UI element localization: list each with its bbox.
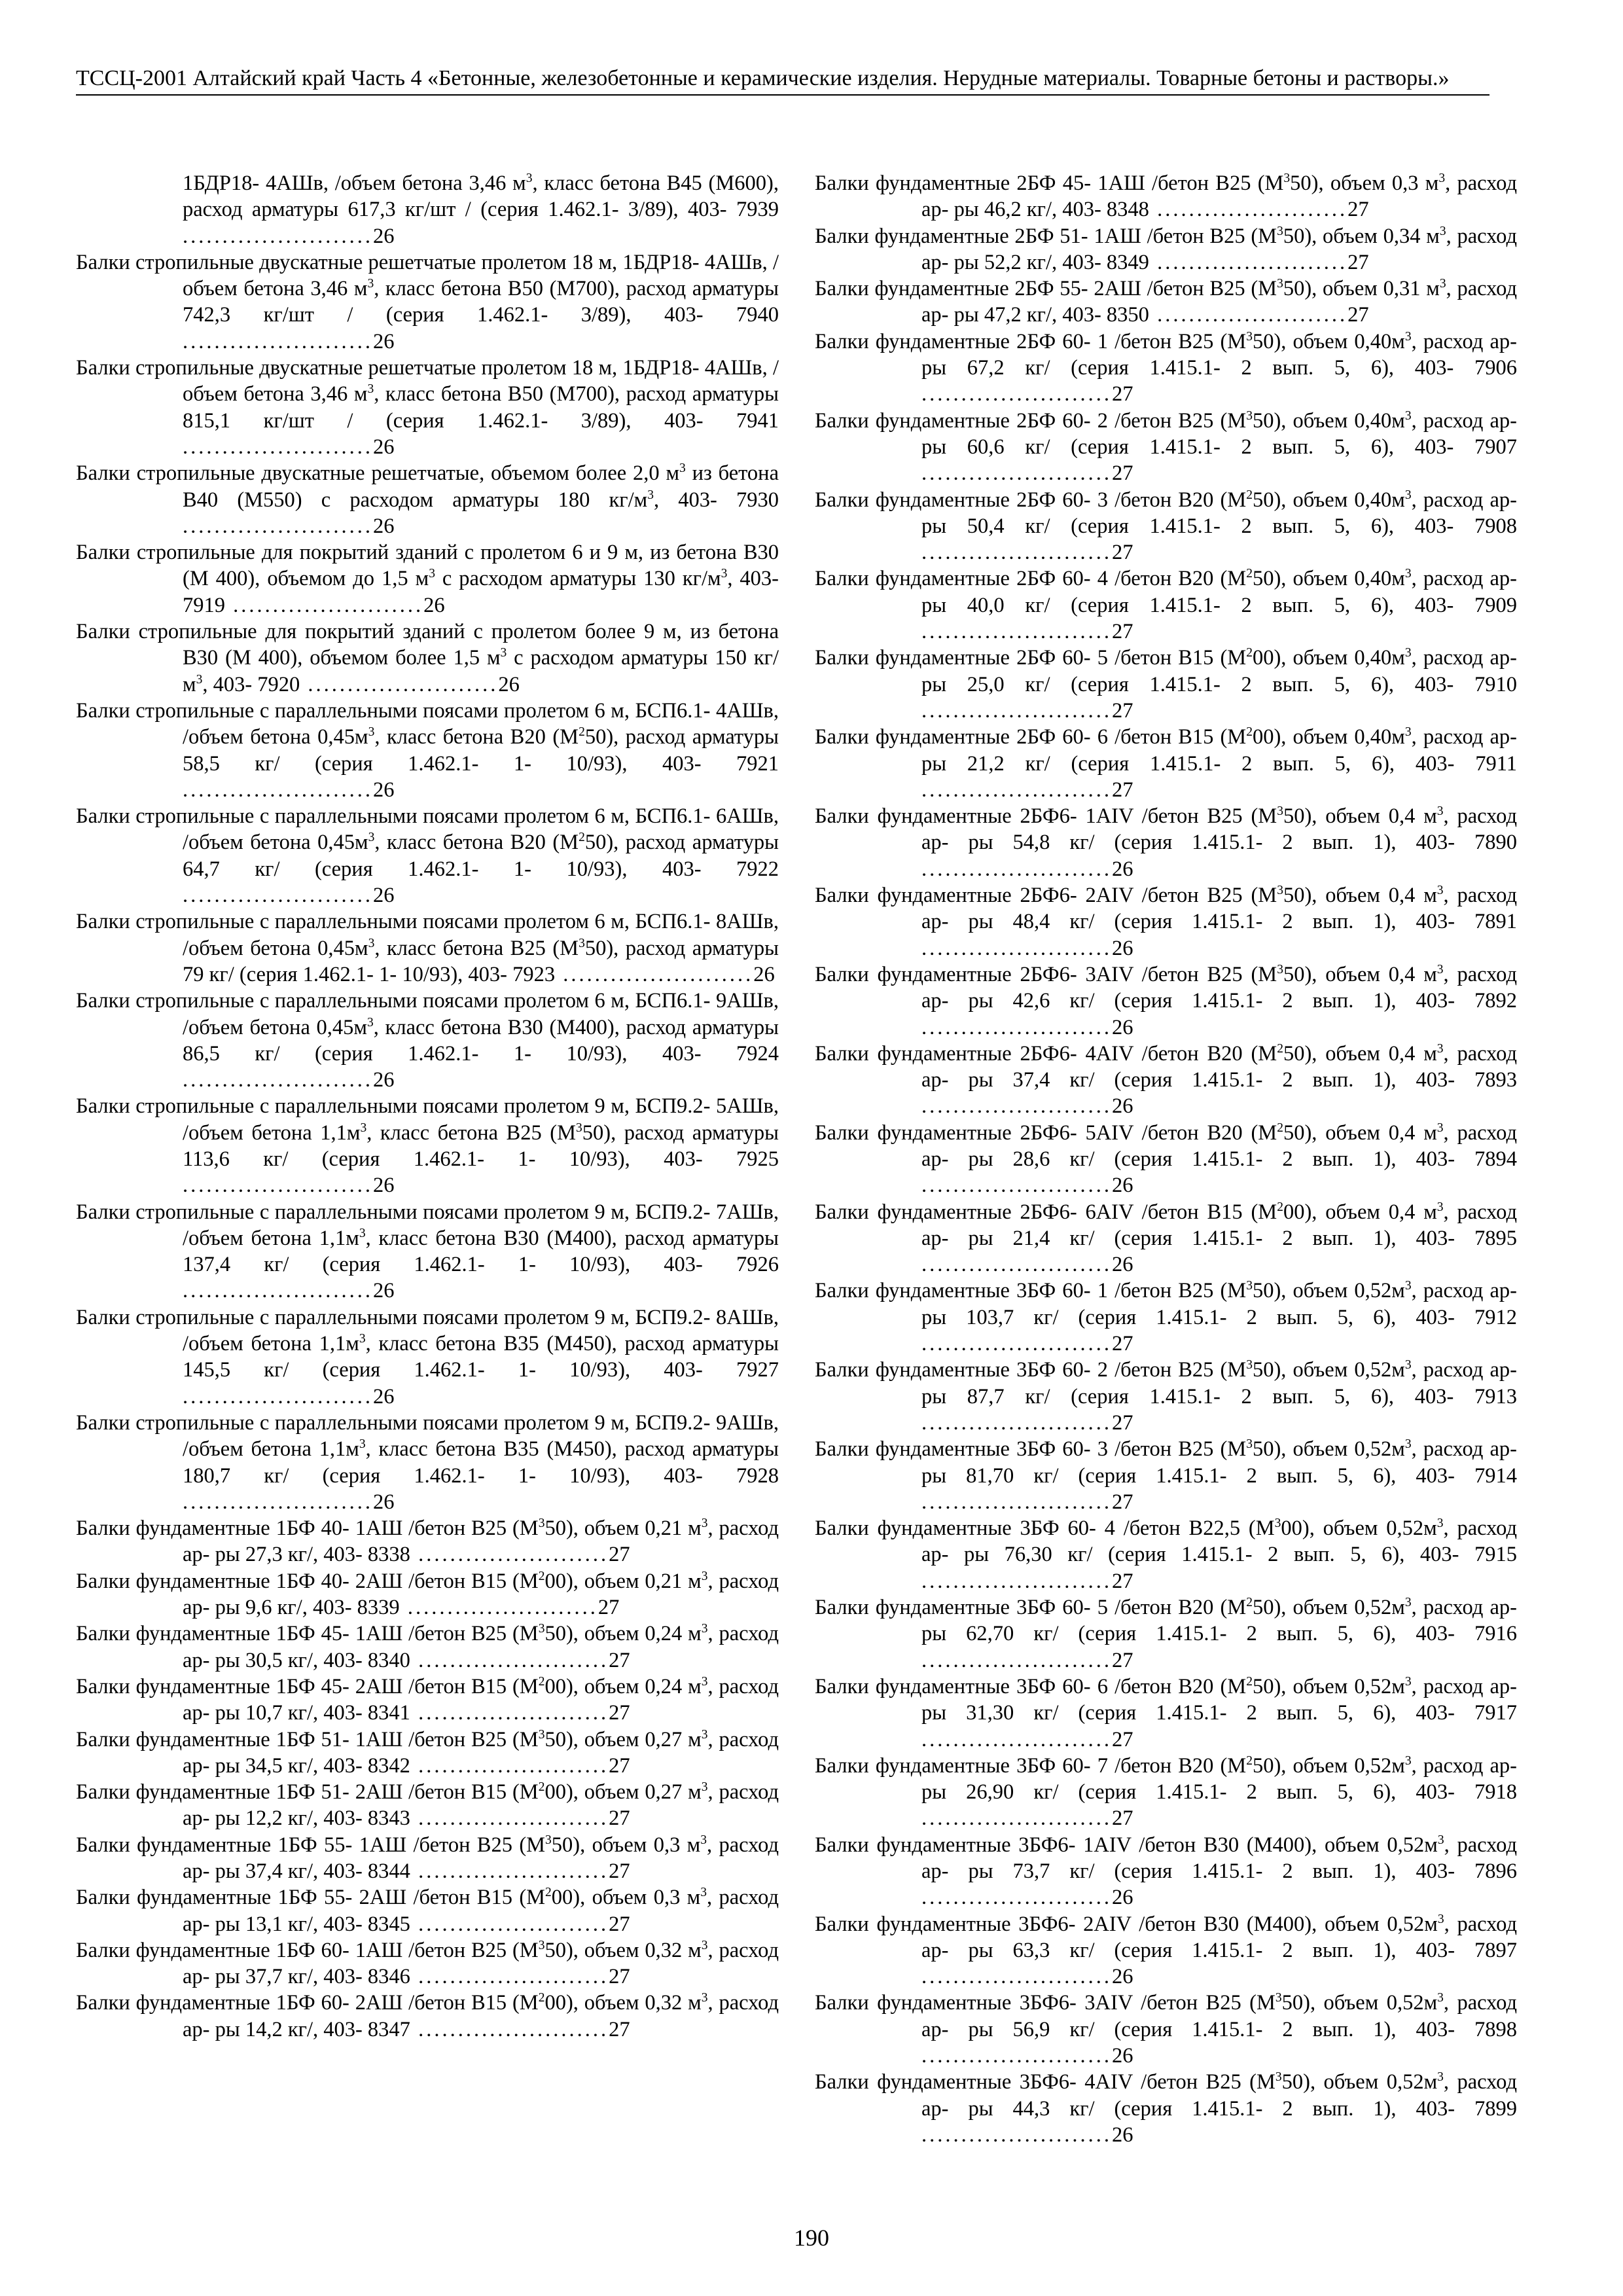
dot-leader: ........................ xyxy=(1149,303,1348,327)
index-entry xyxy=(815,2069,1517,2148)
dot-leader: ........................ xyxy=(921,461,1112,486)
dot-leader: ........................ xyxy=(300,672,499,696)
dot-leader: ........................ xyxy=(399,1596,598,1620)
index-entry xyxy=(815,1674,1517,1753)
index-entry-text: Балки стропильные с параллельными поясами пролетом 6 м, БСП6.1- 6АШв, /объем бетона $0,45м^3$, класс бетона В20 $(М^250)$, расход арматуры 64,7 кг/ (серия 1.462.1- 1- 10/93), 403- 7922 xyxy=(76,804,779,881)
index-entry xyxy=(815,882,1517,961)
index-entry-text: Балки стропильные с параллельными поясами пролетом 6 м, БСП6.1- 9АШв, /объем бетона $0,45м^3$, класс бетона В30 (М400), расход арматуры 86,5 кг/ (серия 1.462.1- 1- 10/93), 403- 7924 xyxy=(76,989,779,1066)
index-entry-text: Балки фундаментные 2БФ 60- 5 /бетон В15 $(М^200)$, объем $0,40м^3$, расход ар- ры 25,0 кг/ (серия 1.415.1- 2 вып. 5, 6), 403- 7910 xyxy=(815,646,1517,696)
index-entry xyxy=(815,1753,1517,1832)
dot-leader: ........................ xyxy=(921,1332,1112,1356)
dot-leader: ........................ xyxy=(555,962,754,986)
index-column-right xyxy=(815,170,1517,2148)
index-entry-text: Балки стропильные для покрытий зданий с пролетом 6 и 9 м, из бетона В30 (М 400), объемом до 1,5 $м^3$ с расходом арматуры 130 $кг/м^3$, 403- 7919 xyxy=(76,541,779,617)
dot-leader: ........................ xyxy=(921,1094,1112,1119)
index-entry-page: 26 xyxy=(373,1174,395,1198)
index-entry-text: Балки стропильные с параллельными поясами пролетом 6 м, БСП6.1- 4АШв, /объем бетона $0,45м^3$, класс бетона В20 $(М^250)$, расход арматуры 58,5 кг/ (серия 1.462.1- 1- 10/93), 403- 7921 xyxy=(76,698,779,776)
dot-leader: ........................ xyxy=(183,224,373,248)
index-entry-text: Балки фундаментные 3БФ6- 1АIV /бетон В30 (М400), объем $0,52м^3$, расход ар- ры 73,7 кг/ (серия 1.415.1- 2 вып. 1), 403- 7896 xyxy=(815,1833,1517,1883)
dot-leader: ........................ xyxy=(183,1174,373,1198)
dot-leader: ........................ xyxy=(921,1410,1112,1435)
index-entry-page: 26 xyxy=(373,514,395,538)
dot-leader: ........................ xyxy=(183,1068,373,1092)
index-entry-page: 27 xyxy=(1112,1332,1133,1356)
index-entry-page: 27 xyxy=(609,1859,630,1883)
index-entry-page: 27 xyxy=(1112,1410,1133,1435)
index-entry-text: Балки фундаментные 2БФ6- 2АIV /бетон В25 $(М^350)$, объем 0,4 $м^3$, расход ар- ры 48,4 кг/ (серия 1.415.1- 2 вып. 1), 403- 7891 xyxy=(815,884,1517,934)
page-header: ТССЦ-2001 Алтайский край Часть 4 «Бетонные, железобетонные и керамические изделия. Нерудные материалы. Товарные бетоны и растворы.» xyxy=(76,65,1489,96)
index-entry-text: Балки фундаментные 1БФ 40- 2АШ /бетон В15 $(М^200)$, объем 0,21 $м^3$, расход ар- ры 9,6 кг/, 403- 8339 xyxy=(76,1569,779,1620)
index-entry-page: 26 xyxy=(373,224,395,248)
dot-leader: ........................ xyxy=(921,1490,1112,1514)
dot-leader: ........................ xyxy=(225,593,424,617)
index-entry xyxy=(815,565,1517,645)
index-entry xyxy=(76,1515,779,1568)
index-entry-page: 26 xyxy=(498,672,520,696)
index-entry-text: Балки фундаментные 2БФ 60- 2 /бетон В25 $(М^350)$, объем $0,40м^3$, расход ар- ры 60,6 кг/ (серия 1.415.1- 2 вып. 5, 6), 403- 7907 xyxy=(815,408,1517,459)
dot-leader: ........................ xyxy=(183,884,373,908)
dot-leader: ........................ xyxy=(921,1015,1112,1039)
dot-leader: ........................ xyxy=(183,778,373,802)
index-entry-page: 27 xyxy=(597,1596,620,1620)
index-entry-page: 26 xyxy=(373,329,395,353)
index-entry-page: 27 xyxy=(1347,303,1369,327)
index-entry-page: 26 xyxy=(423,593,445,617)
index-entry-page: 26 xyxy=(1112,1094,1133,1119)
index-entry xyxy=(815,1911,1517,1990)
index-entry-text: Балки фундаментные 3БФ 60- 7 /бетон В20 $(М^250)$, объем $0,52м^3$, расход ар- ры 26,90 кг/ (серия 1.415.1- 2 вып. 5, 6), 403- 7918 xyxy=(815,1753,1517,1804)
dot-leader: ........................ xyxy=(183,514,373,538)
index-entry xyxy=(76,803,779,908)
dot-leader: ........................ xyxy=(183,329,373,353)
index-entry-page: 27 xyxy=(1112,1806,1133,1831)
index-entry-page: 26 xyxy=(1112,1015,1133,1039)
index-entry-text: Балки стропильные с параллельными поясами пролетом 9 м, БСП9.2- 5АШв, /объем бетона $1,1м^3$, класс бетона В25 $(М^350)$, расход арматуры 113,6 кг/ (серия 1.462.1- 1- 10/93), 403- 7925 xyxy=(76,1094,779,1171)
index-entry-text: Балки фундаментные 1БФ 55- 1АШ /бетон В25 $(М^350)$, объем 0,3 $м^3$, расход ар- ры 37,4 кг/, 403- 8344 xyxy=(76,1833,779,1883)
index-entry xyxy=(815,170,1517,223)
index-entry-text: Балки фундаментные 2БФ 45- 1АШ /бетон В25 $(М^350)$, объем 0,3 $м^3$, расход ар- ры 46,2 кг/, 403- 8348 xyxy=(815,171,1518,222)
index-entry-text: Балки фундаментные 1БФ 45- 2АШ /бетон В15 $(М^200)$, объем 0,24 $м^3$, расход ар- ры 10,7 кг/, 403- 8341 xyxy=(76,1674,779,1725)
dot-leader: ........................ xyxy=(410,1648,609,1672)
index-entry-text: Балки фундаментные 3БФ 60- 5 /бетон В20 $(М^250)$, объем $0,52м^3$, расход ар- ры 62,70 кг/ (серия 1.415.1- 2 вып. 5, 6), 403- 7916 xyxy=(815,1596,1517,1646)
index-entry xyxy=(76,908,779,988)
index-entry-page: 27 xyxy=(609,1753,630,1778)
index-entry-page: 27 xyxy=(1112,382,1133,406)
dot-leader: ........................ xyxy=(410,1543,609,1567)
dot-leader: ........................ xyxy=(183,435,373,459)
dot-leader: ........................ xyxy=(921,778,1112,802)
index-entry xyxy=(815,1515,1517,1594)
index-entry-page: 27 xyxy=(1112,1490,1133,1514)
dot-leader: ........................ xyxy=(921,541,1112,565)
index-entry-page: 27 xyxy=(1112,698,1133,723)
index-entry xyxy=(76,249,779,355)
index-entry-text: Балки стропильные с параллельными поясами пролетом 9 м, БСП9.2- 9АШв, /объем бетона $1,1м^3$, класс бетона В35 (М450), расход арматуры 180,7 кг/ (серия 1.462.1- 1- 10/93), 403- 7928 xyxy=(76,1410,779,1488)
index-entry xyxy=(76,988,779,1093)
index-entry-page: 27 xyxy=(609,1912,630,1936)
index-entry-text: Балки фундаментные 1БФ 60- 2АШ /бетон В15 $(М^200)$, объем 0,32 $м^3$, расход ар- ры 14,2 кг/, 403- 8347 xyxy=(76,1991,779,2041)
dot-leader: ........................ xyxy=(410,1753,609,1778)
index-entry-text: Балки стропильные двускатные решетчатые, объемом более 2,0 $м^3$ из бетона В40 (М550) с расходом арматуры 180 $кг/м^3$, 403- 7930 xyxy=(76,461,779,512)
dot-leader: ........................ xyxy=(921,1569,1112,1593)
index-entry xyxy=(76,1832,779,1885)
index-entry-text: Балки фундаментные 1БФ 51- 1АШ /бетон В25 $(М^350)$, объем 0,27 $м^3$, расход ар- ры 34,5 кг/, 403- 8342 xyxy=(76,1727,779,1778)
index-entry-page: 26 xyxy=(1112,857,1133,881)
index-entry xyxy=(76,460,779,539)
index-entry-text: Балки стропильные с параллельными поясами пролетом 9 м, БСП9.2- 7АШв, /объем бетона $1,1м^3$, класс бетона В30 (М400), расход арматуры 137,4 кг/ (серия 1.462.1- 1- 10/93), 403- 7926 xyxy=(76,1200,779,1277)
index-entry-text: Балки фундаментные 3БФ 60- 1 /бетон В25 $(М^350)$, объем $0,52м^3$, расход ар- ры 103,7 кг/ (серия 1.415.1- 2 вып. 5, 6), 403- 7912 xyxy=(815,1279,1517,1329)
index-entry xyxy=(76,1568,779,1621)
index-entry xyxy=(815,961,1517,1041)
index-entry xyxy=(76,1674,779,1727)
dot-leader: ........................ xyxy=(921,1965,1112,1989)
dot-leader: ........................ xyxy=(921,698,1112,723)
index-entry xyxy=(815,1120,1517,1199)
index-entry-page: 26 xyxy=(373,1384,395,1408)
index-entry xyxy=(815,1357,1517,1436)
dot-leader: ........................ xyxy=(410,1912,609,1936)
index-entry-page: 26 xyxy=(373,1490,395,1514)
index-entry-page: 26 xyxy=(1112,2123,1133,2147)
dot-leader: ........................ xyxy=(921,620,1112,644)
index-entry xyxy=(76,1990,779,2043)
index-entry xyxy=(815,1436,1517,1515)
index-entry xyxy=(76,1304,779,1410)
index-entry-page: 26 xyxy=(1112,936,1133,960)
index-entry-page: 27 xyxy=(1112,1648,1133,1672)
dot-leader: ........................ xyxy=(410,1806,609,1831)
index-entry-page: 27 xyxy=(1347,198,1369,222)
index-entry-page: 27 xyxy=(609,1543,630,1567)
index-entry-text: Балки фундаментные 1БФ 45- 1АШ /бетон В25 $(М^350)$, объем 0,24 $м^3$, расход ар- ры 30,5 кг/, 403- 8340 xyxy=(76,1622,779,1672)
dot-leader: ........................ xyxy=(410,1965,609,1989)
index-entry-text: Балки стропильные двускатные решетчатые пролетом 18 м, 1БДР18- 4АШв, /объем бетона 3,46 $м^3$, класс бетона В50 (М700), расход арматуры 815,1 кг/шт / (серия 1.462.1- 3/89), 403- 7941 xyxy=(76,356,779,433)
dot-leader: ........................ xyxy=(1149,198,1348,222)
index-entry-page: 27 xyxy=(609,2017,630,2041)
dot-leader: ........................ xyxy=(183,1279,373,1303)
index-entry xyxy=(815,223,1517,276)
index-entry-text: Балки фундаментные 3БФ6- 4АIV /бетон В25 $(М^350)$, объем $0,52м^3$, расход ар- ры 44,3 кг/ (серия 1.415.1- 2 вып. 1), 403- 7899 xyxy=(815,2070,1517,2121)
index-entry xyxy=(76,539,779,619)
dot-leader: ........................ xyxy=(921,2044,1112,2068)
index-entry-page: 26 xyxy=(1112,2044,1133,2068)
dot-leader: ........................ xyxy=(410,1859,609,1883)
index-entry xyxy=(76,1621,779,1674)
dot-leader: ........................ xyxy=(921,1648,1112,1672)
dot-leader: ........................ xyxy=(921,382,1112,406)
index-entry xyxy=(815,1278,1517,1357)
dot-leader: ........................ xyxy=(183,1490,373,1514)
index-entry-text: Балки фундаментные 2БФ6- 5АIV /бетон В20 $(М^250)$, объем 0,4 $м^3$, расход ар- ры 28,6 кг/ (серия 1.415.1- 2 вып. 1), 403- 7894 xyxy=(815,1121,1517,1171)
index-entry-page: 27 xyxy=(609,1965,630,1989)
index-entry xyxy=(76,1937,779,1990)
index-entry xyxy=(815,1832,1517,1911)
index-column-left xyxy=(76,170,779,2043)
dot-leader: ........................ xyxy=(1149,250,1348,274)
index-entry-text: Балки фундаментные 2БФ 55- 2АШ /бетон В25 $(М^350)$, объем 0,31 $м^3$, расход ар- ры 47,2 кг/, 403- 8350 xyxy=(815,277,1517,327)
index-entry-text: Балки фундаментные 2БФ 60- 1 /бетон В25 $(М^350)$, объем $0,40м^3$, расход ар- ры 67,2 кг/ (серия 1.415.1- 2 вып. 5, 6), 403- 7906 xyxy=(815,329,1517,380)
index-entry xyxy=(815,276,1517,329)
index-entry-text: 1БДР18- 4АШв, /объем бетона 3,46 $м^3$, класс бетона В45 (М600), расход арматуры 617,3 кг/шт / (серия 1.462.1- 3/89), 403- 7939 xyxy=(183,171,779,222)
index-entry-text: Балки стропильные с параллельными поясами пролетом 6 м, БСП6.1- 8АШв, /объем бетона $0,45м^3$, класс бетона В25 $(М^350)$, расход арматуры 79 кг/ (серия 1.462.1- 1- 10/93), 403- 7923 xyxy=(76,910,779,986)
index-entry xyxy=(76,1779,779,1832)
index-entry xyxy=(815,645,1517,724)
index-entry-page: 27 xyxy=(1112,620,1133,644)
index-entry-page: 26 xyxy=(373,778,395,802)
index-entry xyxy=(76,1884,779,1937)
index-entry-text: Балки фундаментные 2БФ 60- 6 /бетон В15 $(М^200)$, объем $0,40м^3$, расход ар- ры 21,2 кг/ (серия 1.415.1- 2 вып. 5, 6), 403- 7911 xyxy=(815,725,1517,776)
index-entry xyxy=(76,355,779,460)
index-entry-page: 26 xyxy=(753,962,775,986)
index-entry-text: Балки стропильные с параллельными поясами пролетом 9 м, БСП9.2- 8АШв, /объем бетона $1,1м^3$, класс бетона В35 (М450), расход арматуры 145,5 кг/ (серия 1.462.1- 1- 10/93), 403- 7927 xyxy=(76,1305,779,1382)
index-entry-text: Балки фундаментные 3БФ 60- 4 /бетон В22,5 $(М^300)$, объем $0,52м^3$, расход ар- ры 76,30 кг/ (серия 1.415.1- 2 вып. 5, 6), 403- 7915 xyxy=(815,1516,1517,1567)
index-entry-page: 26 xyxy=(373,1279,395,1303)
index-entry xyxy=(815,1041,1517,1120)
index-entry-text: Балки фундаментные 1БФ 60- 1АШ /бетон В25 $(М^350)$, объем 0,32 $м^3$, расход ар- ры 37,7 кг/, 403- 8346 xyxy=(76,1938,779,1989)
index-entry xyxy=(815,1594,1517,1674)
dot-leader: ........................ xyxy=(921,1886,1112,1910)
index-entry xyxy=(76,619,779,698)
dot-leader: ........................ xyxy=(410,1701,609,1725)
index-entry xyxy=(815,408,1517,487)
dot-leader: ........................ xyxy=(921,936,1112,960)
index-entry-text: Балки фундаментные 1БФ 55- 2АШ /бетон В15 $(М^200)$, объем 0,3 $м^3$, расход ар- ры 13,1 кг/, 403- 8345 xyxy=(76,1886,779,1936)
index-entry-text: Балки фундаментные 2БФ 60- 3 /бетон В20 $(М^250)$, объем $0,40м^3$, расход ар- ры 50,4 кг/ (серия 1.415.1- 2 вып. 5, 6), 403- 7908 xyxy=(815,488,1517,538)
index-entry-text: Балки фундаментные 2БФ6- 1АIV /бетон В25 $(М^350)$, объем 0,4 $м^3$, расход ар- ры 54,8 кг/ (серия 1.415.1- 2 вып. 1), 403- 7890 xyxy=(815,804,1517,855)
index-entry-page: 26 xyxy=(373,1068,395,1092)
index-entry xyxy=(815,487,1517,566)
index-entry-page: 27 xyxy=(1112,541,1133,565)
index-entry-page: 27 xyxy=(1112,461,1133,486)
index-entry-text: Балки фундаментные 3БФ 60- 3 /бетон В25 $(М^350)$, объем $0,52м^3$, расход ар- ры 81,70 кг/ (серия 1.415.1- 2 вып. 5, 6), 403- 7914 xyxy=(815,1437,1517,1488)
index-entry xyxy=(76,170,779,249)
index-entry-text: Балки фундаментные 1БФ 51- 2АШ /бетон В15 $(М^200)$, объем 0,27 $м^3$, расход ар- ры 12,2 кг/, 403- 8343 xyxy=(76,1780,779,1831)
index-entry-page: 27 xyxy=(1112,1727,1133,1751)
index-entry-page: 26 xyxy=(373,884,395,908)
index-entry-page: 26 xyxy=(373,435,395,459)
index-entry xyxy=(815,329,1517,408)
index-entry-text: Балки фундаментные 3БФ 60- 2 /бетон В25 $(М^350)$, объем $0,52м^3$, расход ар- ры 87,7 кг/ (серия 1.415.1- 2 вып. 5, 6), 403- 7913 xyxy=(815,1358,1517,1408)
index-entry xyxy=(76,698,779,803)
index-entry-page: 27 xyxy=(609,1648,630,1672)
index-entry xyxy=(76,1727,779,1780)
index-entry-page: 27 xyxy=(609,1806,630,1831)
index-entry-page: 27 xyxy=(1112,1569,1133,1593)
index-entry-text: Балки фундаментные 3БФ 60- 6 /бетон В20 $(М^250)$, объем $0,52м^3$, расход ар- ры 31,30 кг/ (серия 1.415.1- 2 вып. 5, 6), 403- 7917 xyxy=(815,1674,1517,1725)
dot-leader: ........................ xyxy=(921,857,1112,881)
dot-leader: ........................ xyxy=(921,1174,1112,1198)
index-entry xyxy=(76,1199,779,1304)
page-number: 190 xyxy=(794,2225,829,2251)
dot-leader: ........................ xyxy=(921,2123,1112,2147)
index-entry xyxy=(815,1990,1517,2069)
index-entry xyxy=(815,803,1517,882)
index-entry-page: 26 xyxy=(1112,1886,1133,1910)
index-entry-page: 26 xyxy=(1112,1253,1133,1277)
index-entry-text: Балки стропильные для покрытий зданий с пролетом более 9 м, из бетона В30 (М 400), объемом более 1,5 $м^3$ с расходом арматуры 150 $кг/м^3$, 403- 7920 xyxy=(76,620,779,696)
index-entry-text: Балки фундаментные 3БФ6- 3АIV /бетон В25 $(М^350)$, объем $0,52м^3$, расход ар- ры 56,9 кг/ (серия 1.415.1- 2 вып. 1), 403- 7898 xyxy=(815,1991,1517,2041)
index-entry-page: 27 xyxy=(1112,778,1133,802)
dot-leader: ........................ xyxy=(410,2017,609,2041)
index-entry-page: 26 xyxy=(1112,1965,1133,1989)
index-entry-text: Балки фундаментные 2БФ6- 3АIV /бетон В25 $(М^350)$, объем 0,4 $м^3$, расход ар- ры 42,6 кг/ (серия 1.415.1- 2 вып. 1), 403- 7892 xyxy=(815,962,1517,1013)
index-entry-text: Балки фундаментные 2БФ6- 4АIV /бетон В20 $(М^250)$, объем 0,4 $м^3$, расход ар- ры 37,4 кг/ (серия 1.415.1- 2 вып. 1), 403- 7893 xyxy=(815,1041,1517,1092)
index-entry xyxy=(76,1093,779,1198)
index-entry-text: Балки фундаментные 3БФ6- 2АIV /бетон В30 (М400), объем $0,52м^3$, расход ар- ры 63,3 кг/ (серия 1.415.1- 2 вып. 1), 403- 7897 xyxy=(815,1912,1517,1962)
dot-leader: ........................ xyxy=(921,1806,1112,1831)
dot-leader: ........................ xyxy=(183,1384,373,1408)
index-entry-page: 27 xyxy=(609,1701,630,1725)
dot-leader: ........................ xyxy=(921,1727,1112,1751)
index-entry-page: 27 xyxy=(1347,250,1369,274)
index-entry xyxy=(76,1410,779,1515)
index-entry-text: Балки фундаментные 2БФ 60- 4 /бетон В20 $(М^250)$, объем $0,40м^3$, расход ар- ры 40,0 кг/ (серия 1.415.1- 2 вып. 5, 6), 403- 7909 xyxy=(815,567,1517,617)
index-entry-text: Балки фундаментные 2БФ 51- 1АШ /бетон В25 $(М^350)$, объем 0,34 $м^3$, расход ар- ры 52,2 кг/, 403- 8349 xyxy=(815,224,1517,274)
index-entry xyxy=(815,1199,1517,1278)
index-entry-text: Балки стропильные двускатные решетчатые пролетом 18 м, 1БДР18- 4АШв, /объем бетона 3,46 $м^3$, класс бетона В50 (М700), расход арматуры 742,3 кг/шт / (серия 1.462.1- 3/89), 403- 7940 xyxy=(76,250,779,327)
dot-leader: ........................ xyxy=(921,1253,1112,1277)
index-entry xyxy=(815,724,1517,803)
index-entry-text: Балки фундаментные 1БФ 40- 1АШ /бетон В25 $(М^350)$, объем 0,21 $м^3$, расход ар- ры 27,3 кг/, 403- 8338 xyxy=(76,1516,779,1567)
index-entry-text: Балки фундаментные 2БФ6- 6АIV /бетон В15 $(М^200)$, объем 0,4 $м^3$, расход ар- ры 21,4 кг/ (серия 1.415.1- 2 вып. 1), 403- 7895 xyxy=(815,1200,1517,1250)
index-entry-page: 26 xyxy=(1112,1174,1133,1198)
